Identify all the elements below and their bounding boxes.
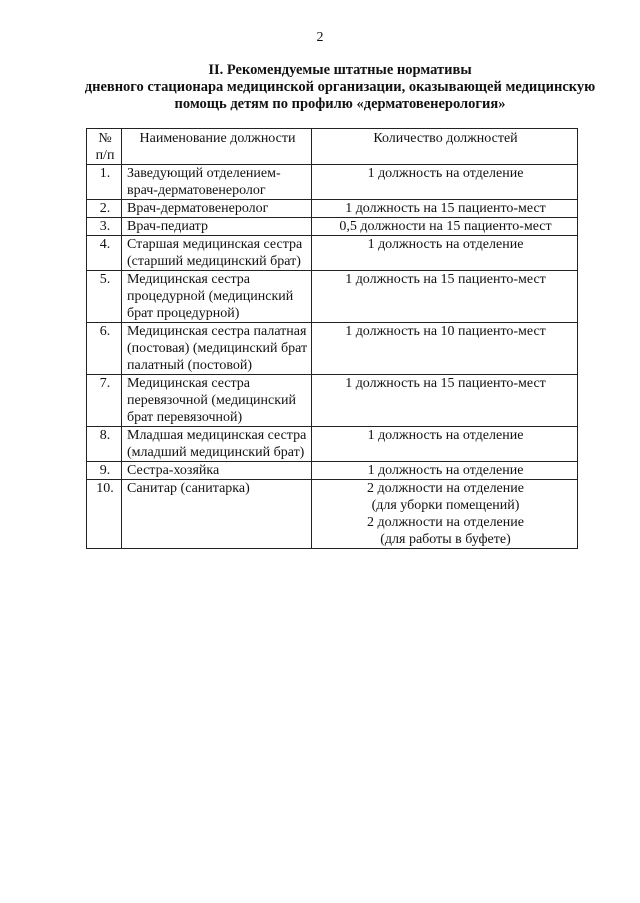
table-header-row	[87, 129, 578, 165]
header-position: Наименование должности	[122, 129, 312, 165]
row-number: 10.	[87, 480, 122, 549]
table-row	[87, 462, 578, 480]
quantity-line: 1 должность на 15 пациенто-мест	[345, 272, 546, 287]
page-number: 2	[316, 30, 324, 45]
quantity-line: 1 должность на 15 пациенто-мест	[345, 376, 546, 391]
position-name: Медицинская сестра процедурной (медицинский брат процедурной)	[122, 271, 312, 323]
row-number: 2.	[87, 200, 122, 218]
row-number: 4.	[87, 236, 122, 271]
table-body	[87, 165, 578, 549]
row-number: 5.	[87, 271, 122, 323]
header-number: № п/п	[87, 129, 122, 165]
row-number: 7.	[87, 375, 122, 427]
staff-norms-table	[86, 128, 578, 549]
table-row	[87, 480, 578, 549]
position-quantity	[312, 236, 578, 271]
position-quantity	[312, 323, 578, 375]
section-heading	[70, 62, 610, 113]
row-number: 1.	[87, 165, 122, 200]
quantity-line: 2 должности на отделение	[367, 515, 524, 530]
row-number: 3.	[87, 218, 122, 236]
heading-line-2: дневного стационара медицинской организации, оказывающей медицинскую	[84, 79, 596, 95]
table-row	[87, 200, 578, 218]
quantity-line: 1 должность на отделение	[367, 166, 524, 181]
position-name: Санитар (санитарка)	[122, 480, 312, 549]
quantity-line: 1 должность на отделение	[367, 428, 524, 443]
position-quantity	[312, 218, 578, 236]
heading-line-3: помощь детям по профилю «дерматовенерология»	[174, 96, 506, 112]
row-number: 6.	[87, 323, 122, 375]
position-quantity	[312, 375, 578, 427]
position-name: Сестра-хозяйка	[122, 462, 312, 480]
table-row	[87, 271, 578, 323]
position-name: Врач-дерматовенеролог	[122, 200, 312, 218]
position-quantity	[312, 165, 578, 200]
position-name: Медицинская сестра палатная (постовая) (медицинский брат палатный (постовой)	[122, 323, 312, 375]
table-row	[87, 375, 578, 427]
position-name: Заведующий отделением-врач-дерматовенеролог	[122, 165, 312, 200]
quantity-line: 1 должность на 10 пациенто-мест	[345, 324, 546, 339]
position-quantity	[312, 200, 578, 218]
table-row	[87, 218, 578, 236]
quantity-line: (для работы в буфете)	[380, 532, 511, 547]
table-row	[87, 236, 578, 271]
position-name: Старшая медицинская сестра (старший медицинский брат)	[122, 236, 312, 271]
row-number: 8.	[87, 427, 122, 462]
position-name: Медицинская сестра перевязочной (медицинский брат перевязочной)	[122, 375, 312, 427]
heading-line-1: II. Рекомендуемые штатные нормативы	[208, 62, 472, 78]
quantity-line: 1 должность на отделение	[367, 463, 524, 478]
position-name: Врач-педиатр	[122, 218, 312, 236]
table-row	[87, 323, 578, 375]
position-quantity	[312, 480, 578, 549]
position-name: Младшая медицинская сестра (младший медицинский брат)	[122, 427, 312, 462]
position-quantity	[312, 427, 578, 462]
table-row	[87, 165, 578, 200]
quantity-line: 1 должность на отделение	[367, 237, 524, 252]
position-quantity	[312, 271, 578, 323]
quantity-line: 2 должности на отделение	[367, 481, 524, 496]
quantity-line: (для уборки помещений)	[371, 498, 520, 513]
quantity-line: 0,5 должности на 15 пациенто-мест	[339, 219, 552, 234]
row-number: 9.	[87, 462, 122, 480]
position-quantity	[312, 462, 578, 480]
quantity-line: 1 должность на 15 пациенто-мест	[345, 201, 546, 216]
header-quantity: Количество должностей	[312, 129, 578, 165]
table-row	[87, 427, 578, 462]
